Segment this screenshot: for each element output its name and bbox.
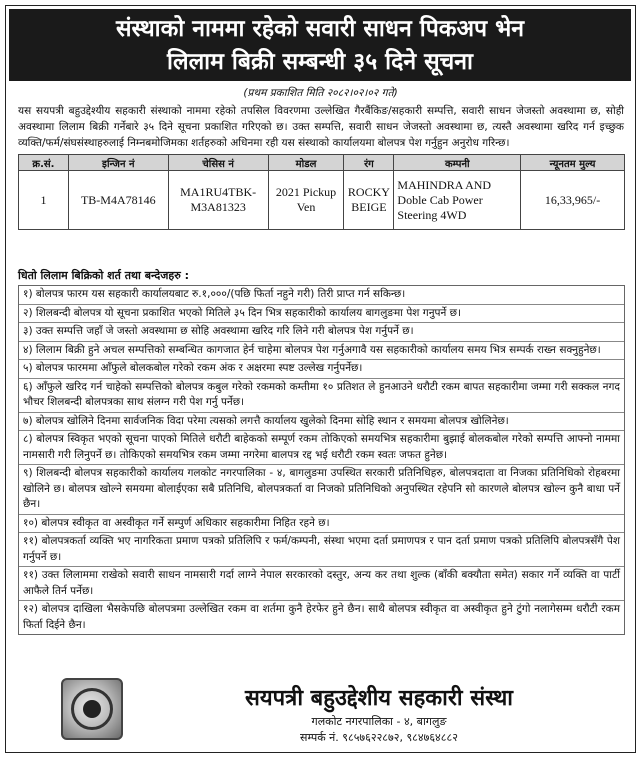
notice-header — [9, 9, 631, 81]
table-header-row — [19, 155, 625, 171]
condition-item: ५) बोलपत्र फारममा आँफुले बोलकबोल गरेको रकम अंक र अक्षरमा स्पष्ट उल्लेख गर्नुपर्नेछ। — [19, 360, 624, 379]
publication-date: (प्रथम प्रकाशित मिति २०८२।०२।०२ गते) — [243, 87, 398, 99]
organization-name: सयपत्री बहुउद्देशीय सहकारी संस्था — [245, 686, 513, 711]
col-header-company: कम्पनी — [394, 155, 521, 171]
col-header-min-price: न्यूनतम मुल्य — [521, 155, 625, 171]
cell-price: 16,33,965/- — [521, 171, 625, 230]
condition-item: ६) आँफुले खरिद गर्न चाहेको सम्पत्तिको बोलपत्र कबुल गरेको रकमको कम्तीमा १० प्रतिशत ले हुनआउने धरौटी रकम बापत सहकारीमा जम्मा गरी सक्कल नगद भौचर शिलबन्दी बोलपत्रका साथ संलग्न गरी पेश गर्नु पर्नेछ। — [19, 379, 624, 413]
cell-color: ROCKY BEIGE — [344, 171, 394, 230]
col-header-chassis: चेसिस नं — [168, 155, 268, 171]
organization-contact: सम्पर्क नं. ९८५७६२२८७२, ९८४७६४८८२ — [300, 731, 458, 744]
notice-page — [5, 5, 636, 753]
header-title-line-1: संस्थाको नाममा रहेको सवारी साधन पिकअप भेन — [115, 16, 525, 42]
condition-item: ७) बोलपत्र खोलिने दिनमा सार्वजनिक विदा परेमा त्यसको लगत्तै कार्यालय खुलेको दिनमा सोहि स्थान र समयमा बोलपत्र खोलिनेछ। — [19, 413, 624, 432]
condition-item: १०) बोलपत्र स्वीकृत वा अस्वीकृत गर्ने सम्पुर्ण अधिकार सहकारीमा निहित रहने छ। — [19, 515, 624, 534]
col-header-color: रंग — [344, 155, 394, 171]
condition-item: ११) बोलपत्रकर्ता व्यक्ति भए नागरिकता प्रमाण पत्रको प्रतिलिपि र फर्म/कम्पनी, संस्था भएमा दर्ता प्रमाणपत्र र पान दर्ता प्रमाण पत्रको प्रतिलिपि बोलपत्रसँगै पेश गर्नुपर्ने छ। — [19, 533, 624, 567]
condition-item: ८) बोलपत्र स्विकृत भएको सूचना पाएको मितिले धरौटी बाहेकको सम्पूर्ण रकम तोकिएको समयभित्र सहकारीमा बुझाई बोलकबोल गरेको सम्पत्ति आफ्नो नाममा नामसारी गरी लिनुपर्ने छ। तोकिएको समयभित्र रकम जम्मा नगरेमा बालपत्र रद्द भई धरौटी रकम स्वतः जफत हुनेछ। — [19, 431, 624, 465]
col-header-engine: इन्जिन नं — [68, 155, 168, 171]
conditions-list — [18, 285, 625, 635]
cell-sn: 1 — [19, 171, 69, 230]
condition-item: १२) बोलपत्र दाखिला भैसकेपछि बोलपत्रमा उल्लेखित रकम वा शर्तमा कुनै हेरफेर हुने छैन। साथै बोलपत्र स्वीकृत वा अस्वीकृत हुने टुंगो नलागेसम्म धरौटी रकम फिर्ता दिईने छैन। — [23, 603, 620, 631]
cell-model: 2021 Pickup Ven — [268, 171, 344, 230]
condition-item: ३) उक्त सम्पत्ति जहाँ जे जस्तो अवस्थामा छ सोहि अवस्थामा खरिद गरि लिने गरी बोलपत्र पेश गर्नुपर्ने छ। — [19, 323, 624, 342]
condition-item: ४) लिलाम बिक्री हुने अचल सम्पत्तिको सम्बन्धित कागजात हेर्न चाहेमा बोलपत्र पेश गर्नुअगावै यस सहकारीको कार्यालय समय भित्र सम्पर्क राख्न सक्नुहुनेछ। — [19, 342, 624, 361]
cell-engine: TB-M4A78146 — [68, 171, 168, 230]
cell-chassis: MA1RU4TBK-M3A81323 — [168, 171, 268, 230]
condition-item: ११) उक्त लिलाममा राखेको सवारी साधन नामसारी गर्दा लाग्ने नेपाल सरकारको दस्तुर, अन्य कर तथा शुल्क (बाँकी बक्यौता समेत) सकार गर्ने व्यक्ति वा पार्टी आफैले तिर्न पर्नेछ। — [19, 567, 624, 601]
seal-core — [83, 700, 101, 718]
condition-item: १) बोलपत्र फारम यस सहकारी कार्यालयबाट रु.१,०००/(पछि फिर्ता नहुने गरी) तिरी प्राप्त गर्न सकिन्छ। — [19, 286, 624, 305]
notice-footer — [9, 678, 631, 748]
condition-item: २) शिलबन्दी बोलपत्र यो सूचना प्रकाशित भएको मितिले ३५ दिन भित्र सहकारीको कार्यालय बागलुङमा पेश गनुपर्ने छ। — [19, 305, 624, 324]
conditions-title: धितो लिलाम बिक्रिको शर्त तथा बन्देजहरु : — [18, 269, 190, 282]
organization-seal-icon — [61, 678, 123, 740]
header-title-line-2: लिलाम बिक्री सम्बन्धी ३५ दिने सूचना — [167, 49, 473, 75]
cell-company: MAHINDRA AND Doble Cab Power Steering 4WD — [394, 171, 521, 230]
organization-address: गलकोट नगरपालिका - ४, बागलुङ — [311, 715, 447, 728]
condition-item: ९) शिलबन्दी बोलपत्र सहकारीको कार्यालय गलकोट नगरपालिका - ४, बागलुङमा उपस्थित सरकारी प्रतिनिधिहरु, बोलपत्रदाता वा निजका प्रतिनिधिको रोहबरमा खोलिने छ। बोलपत्र खोल्ने समयमा बोलाईएका सबै प्रतिनिधि, बोलपत्रकर्ता वा निजको प्रतिनिधिको अनुपस्थित रहेपनि सो कारणले बोलपत्र खोल्न कुनै बाधा पर्ने छैन। — [19, 465, 624, 515]
intro-paragraph: यस सयपत्री बहुउद्देश्यीय सहकारी संस्थाको नाममा रहेको तपसिल विवरणमा उल्लेखित गैरबैंकिङ/सहकारी सम्पत्ति, सवारी साधन जेजस्तो अवस्थामा छ, सोही अवस्थामा लिलाम बिक्री गर्नेबारे ३५ दिने सूचना प्रकाशित गरिएको छ। उक्त सम्पत्ति, सवारी साधन जेजस्तो अवस्थामा छ, त्यस्तै अवस्थामा खरिद गर्न इच्छुक व्यक्ति/फर्म/संघसंस्थाहरुलाई निम्नबमोजिमका शर्तहरुको अधिनमा रही यस संस्थाको कार्यालयमा बोलपत्र पेश गर्नुहुन अनुरोध गरिन्छ। — [18, 105, 624, 149]
col-header-model: मोडल — [268, 155, 344, 171]
col-header-sn: क्र.सं. — [19, 155, 69, 171]
vehicle-table — [18, 154, 625, 230]
table-row — [19, 171, 625, 230]
